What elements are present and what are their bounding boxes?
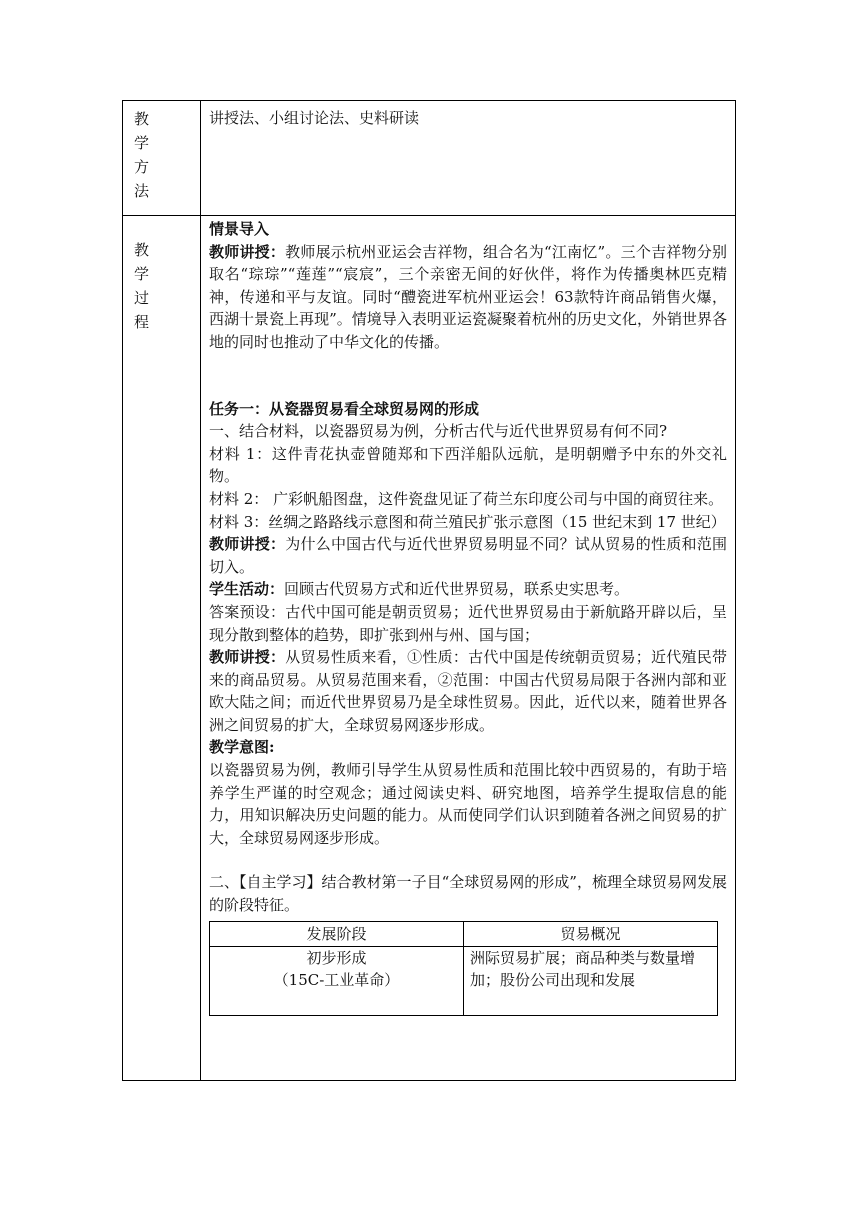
process-content-cell	[201, 216, 736, 1081]
teacher-label: 教师讲授：	[209, 535, 286, 554]
teacher-explanation	[209, 646, 727, 736]
teacher-question-text: 为什么中国古代与近代世界贸易明显不同？试从贸易的性质和范围切入。	[209, 535, 727, 576]
label-char: 学	[134, 265, 150, 283]
label-char: 方	[134, 158, 150, 176]
teacher-label: 教师讲授：	[209, 242, 286, 261]
intro-text: 教师展示杭州亚运会吉祥物，组合名为“江南忆”。三个吉祥物分别取名“琮琮”“莲莲”“宸宸”，三个亲密无间的好伙伴，将作为传播奥林匹克精神，传递和平与友谊。同时“醴瓷进军杭州亚运会！63款特许商品销售火爆，西湖十景瓷上再现”。情境导入表明亚运瓷凝聚着杭州的历史文化，外销世界各地的同时也推动了中华文化的传播。	[209, 242, 727, 351]
student-activity	[209, 578, 727, 601]
method-label	[123, 101, 200, 203]
stage-table	[209, 921, 718, 1016]
task2-intro: 二、【自主学习】结合教材第一子目“全球贸易网的形成”，梳理全球贸易网发展的阶段特征。	[209, 873, 727, 915]
method-content-cell	[201, 101, 736, 216]
student-text: 回顾古代贸易方式和近代世界贸易，联系史实思考。	[284, 580, 630, 599]
intent-heading: 教学意图:	[209, 738, 275, 757]
material-2: 材料 2： 广彩帆船图盘，这件瓷盘见证了荷兰东印度公司与中国的商贸往来。	[209, 489, 724, 508]
method-label-cell	[123, 101, 201, 216]
process-label	[123, 216, 200, 334]
label-char: 教	[134, 241, 150, 259]
student-label: 学生活动：	[209, 580, 285, 599]
intent-text: 以瓷器贸易为例，教师引导学生从贸易性质和范围比较中西贸易的，有助于培养学生严谨的时空观念；通过阅读史料、研究地图，培养学生提取信息的能力，用知识解决历史问题的能力。从而使同学们认识到随着各洲之间贸易的扩大，全球贸易网逐步形成。	[209, 761, 727, 847]
process-row	[123, 216, 736, 1081]
stage-period: （15C-工业革命）	[273, 970, 400, 989]
label-char: 过	[134, 289, 150, 307]
spacer	[209, 354, 727, 398]
method-content: 讲授法、小组讨论法、史料研读	[209, 109, 420, 127]
intro-paragraph	[209, 241, 727, 354]
header-overview: 贸易概况	[464, 921, 718, 946]
process-label-cell	[123, 216, 201, 1081]
teacher-question	[209, 533, 727, 578]
spacer	[209, 849, 727, 871]
method-row	[123, 101, 736, 216]
lesson-plan-table	[122, 100, 736, 1081]
process-content	[201, 216, 735, 1016]
material-3: 材料 3：丝绸之路路线示意图和荷兰殖民扩张示意图（15 世纪末到 17 世纪）	[209, 512, 726, 531]
answer-preset: 答案预设：古代中国可能是朝贡贸易；近代世界贸易由于新航路开辟以后，呈现分散到整体的趋势，即扩张到州与州、国与国；	[209, 602, 727, 644]
overview-cell: 洲际贸易扩展；商品种类与数量增加；股份公司出现和发展	[464, 946, 718, 1015]
label-char: 学	[134, 134, 150, 152]
stage-table-header	[210, 921, 718, 946]
table-row	[210, 946, 718, 1015]
teacher-label: 教师讲授：	[209, 648, 286, 667]
header-stage: 发展阶段	[210, 921, 464, 946]
task1-question: 一、结合材料，以瓷器贸易为例，分析古代与近代世界贸易有何不同?	[209, 422, 668, 441]
stage-cell	[210, 946, 464, 1015]
material-1: 材料 1：这件青花执壶曾随郑和下西洋船队远航，是明朝赠予中东的外交礼物。	[209, 444, 727, 486]
label-char: 程	[134, 313, 150, 331]
stage-name: 初步形成	[306, 948, 367, 967]
label-char: 教	[134, 110, 150, 128]
label-char: 法	[134, 182, 150, 200]
intro-heading: 情景导入	[209, 220, 270, 238]
teacher-explanation-text: 从贸易性质来看，①性质：古代中国是传统朝贡贸易；近代殖民带来的商品贸易。从贸易范围来看，②范围：中国古代贸易局限于各洲内部和亚欧大陆之间；而近代世界贸易乃是全球性贸易。因此，近代以来，随着世界各洲之间贸易的扩大，全球贸易网逐步形成。	[209, 648, 727, 734]
task1-heading: 任务一：从瓷器贸易看全球贸易网的形成	[209, 399, 480, 418]
